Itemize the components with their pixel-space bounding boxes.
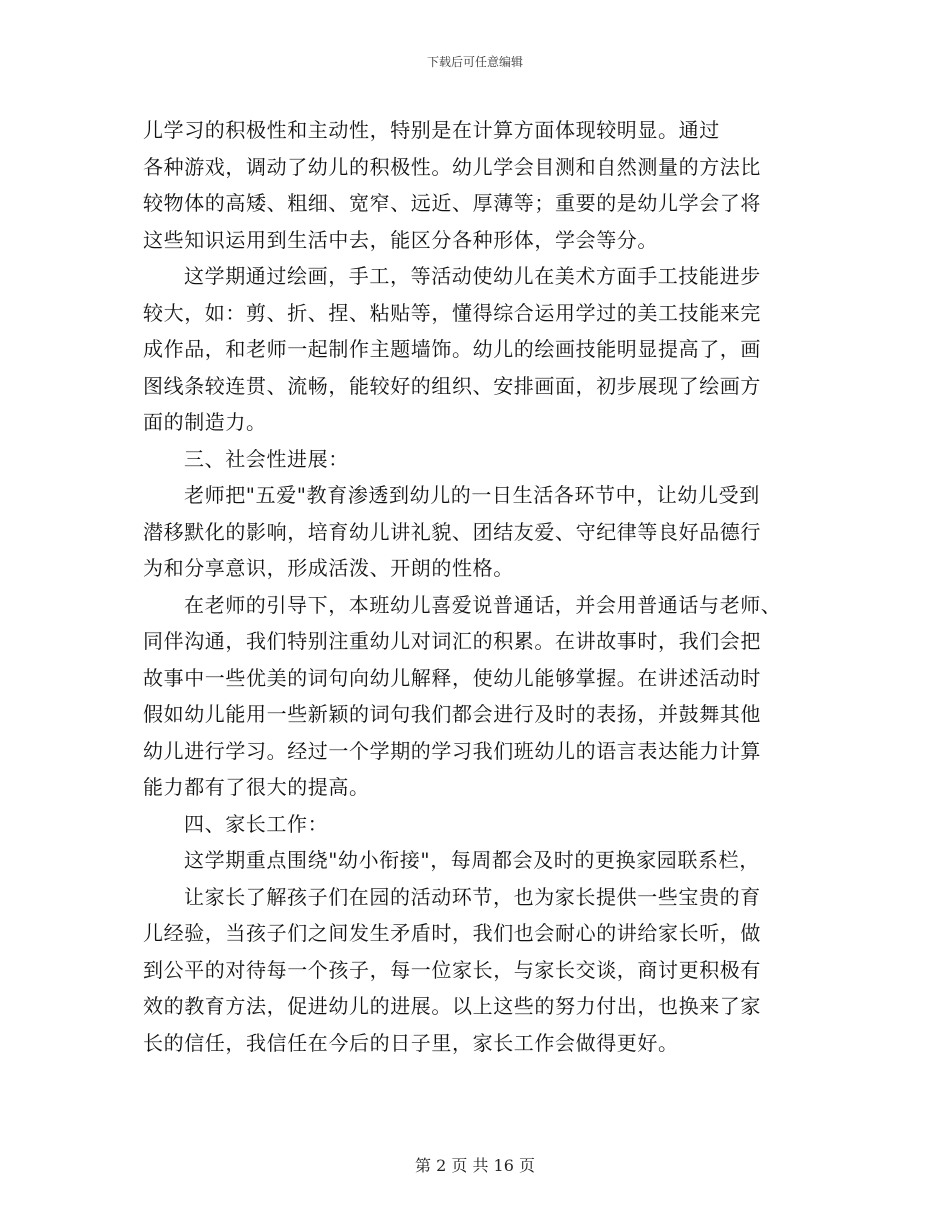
- page-header: 下载后可任意编辑: [426, 55, 523, 69]
- document-body: [143, 112, 823, 1061]
- paragraph: [143, 477, 823, 587]
- paragraph: [143, 112, 823, 258]
- text-line: 各种游戏，调动了幼儿的积极性。幼儿学会目测和自然测量的方法比: [143, 154, 761, 179]
- text-line: 幼儿进行学习。经过一个学期的学习我们班幼儿的语言表达能力计算: [143, 738, 761, 763]
- text-line: 长的信任，我信任在今后的日子里，家长工作会做得更好。: [143, 1030, 679, 1055]
- text-line: 到公平的对待每一个孩子，每一位家长，与家长交谈，商讨更积极有: [143, 957, 761, 982]
- text-line: 成作品，和老师一起制作主题墙饰。幼儿的绘画技能明显提高了，画: [143, 337, 761, 361]
- paragraph: [143, 258, 823, 441]
- text-line: 三、社会性进展：: [184, 446, 349, 471]
- text-line: 较大，如：剪、折、捏、粘贴等，懂得综合运用学过的美工技能来完: [143, 300, 761, 325]
- paragraph: [143, 842, 823, 879]
- text-line: 让家长了解孩子们在园的活动环节，也为家长提供一些宝贵的育: [184, 884, 761, 909]
- text-line: 这学期通过绘画，手工，等活动使幼儿在美术方面手工技能进步: [184, 264, 761, 288]
- text-line: 效的教育方法，促进幼儿的进展。以上这些的努力付出，也换来了家: [143, 994, 761, 1018]
- text-line: 这学期重点围绕"幼小衔接"，每周都会及时的更换家园联系栏，: [184, 848, 760, 872]
- text-line: 潜移默化的影响，培育幼儿讲礼貌、团结友爱、守纪律等良好品德行: [143, 519, 761, 544]
- paragraph: [143, 587, 823, 806]
- text-line: 四、家长工作：: [184, 811, 329, 836]
- text-line: 为和分享意识，形成活泼、开朗的性格。: [143, 556, 514, 580]
- page-footer: 第 2 页 共 16 页: [415, 1156, 535, 1175]
- paragraph: [143, 806, 823, 843]
- text-line: 同伴沟通，我们特别注重幼儿对词汇的积累。在讲故事时，我们会把: [143, 629, 761, 653]
- text-line: 老师把"五爱"教育渗透到幼儿的一日生活各环节中，让幼儿受到: [184, 483, 760, 507]
- paragraph: [143, 879, 823, 1062]
- paragraph: [143, 441, 823, 478]
- text-line: 面的制造力。: [143, 410, 267, 434]
- text-line: 假如幼儿能用一些新颖的词句我们都会进行及时的表扬，并鼓舞其他: [143, 702, 761, 726]
- text-line: 在老师的引导下，本班幼儿喜爱说普通话，并会用普通话与老师、: [184, 592, 782, 617]
- text-line: 图线条较连贯、流畅，能较好的组织、安排画面，初步展现了绘画方: [143, 373, 761, 398]
- text-line: 儿学习的积极性和主动性，特别是在计算方面体现较明显。通过: [143, 118, 720, 142]
- text-line: 这些知识运用到生活中去，能区分各种形体，学会等分。: [143, 227, 658, 252]
- text-line: 儿经验，当孩子们之间发生矛盾时，我们也会耐心的讲给家长听，做: [143, 921, 761, 945]
- text-line: 较物体的高矮、粗细、宽窄、远近、厚薄等；重要的是幼儿学会了将: [143, 191, 761, 215]
- text-line: 能力都有了很大的提高。: [143, 775, 370, 799]
- text-line: 故事中一些优美的词句向幼儿解释，使幼儿能够掌握。在讲述活动时: [143, 665, 761, 690]
